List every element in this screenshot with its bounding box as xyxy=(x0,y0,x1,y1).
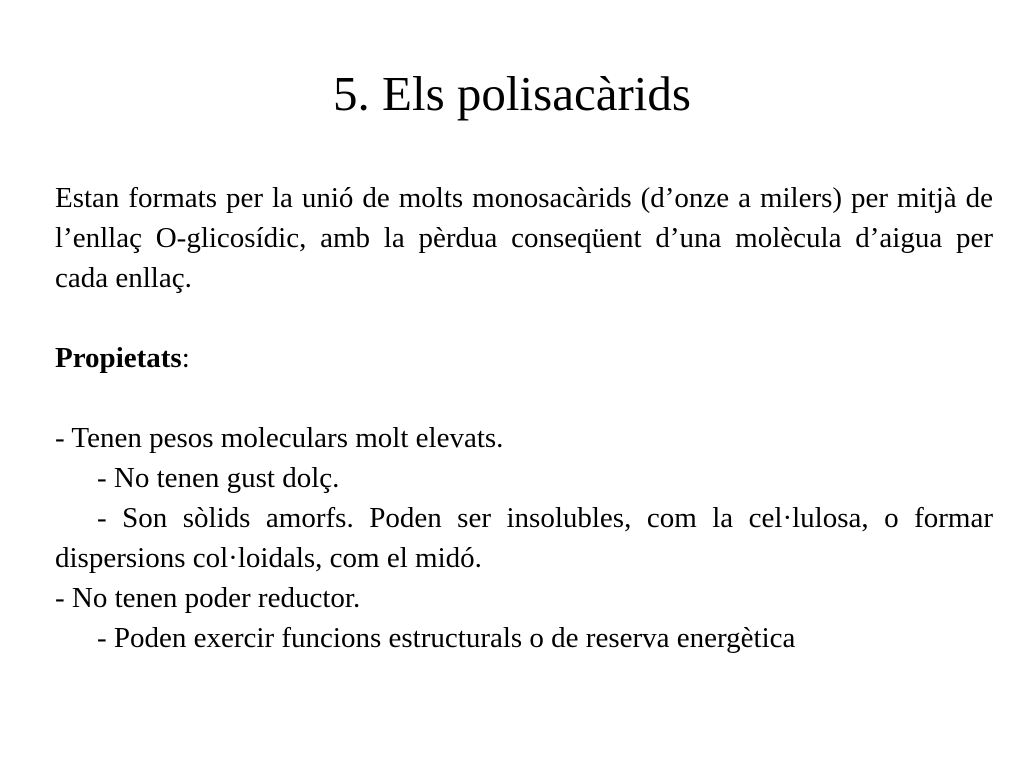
properties-heading: Propietats xyxy=(55,342,182,374)
spacer xyxy=(55,298,993,338)
intro-paragraph: Estan formats per la unió de molts monosacàrids (d’onze a milers) per mitjà de l’enllaç O-glicosídic, amb la pèrdua conseqüent d’una molècula d’aigua per cada enllaç. xyxy=(55,182,993,294)
property-item: - Son sòlids amorfs. Poden ser insolubles, com la cel·lulosa, o formar dispersions col·loidals, com el midó. xyxy=(55,502,993,574)
slide-body xyxy=(55,178,993,658)
property-item: - Poden exercir funcions estructurals o de reserva energètica xyxy=(97,622,796,654)
properties-heading-line xyxy=(55,338,993,378)
property-item: - No tenen gust dolç. xyxy=(97,462,340,494)
property-item: - Tenen pesos moleculars molt elevats. xyxy=(55,422,504,454)
slide-title: 5. Els polisacàrids xyxy=(333,66,691,121)
property-item: - No tenen poder reductor. xyxy=(55,582,361,614)
properties-heading-colon: : xyxy=(181,342,190,374)
spacer xyxy=(55,378,993,418)
